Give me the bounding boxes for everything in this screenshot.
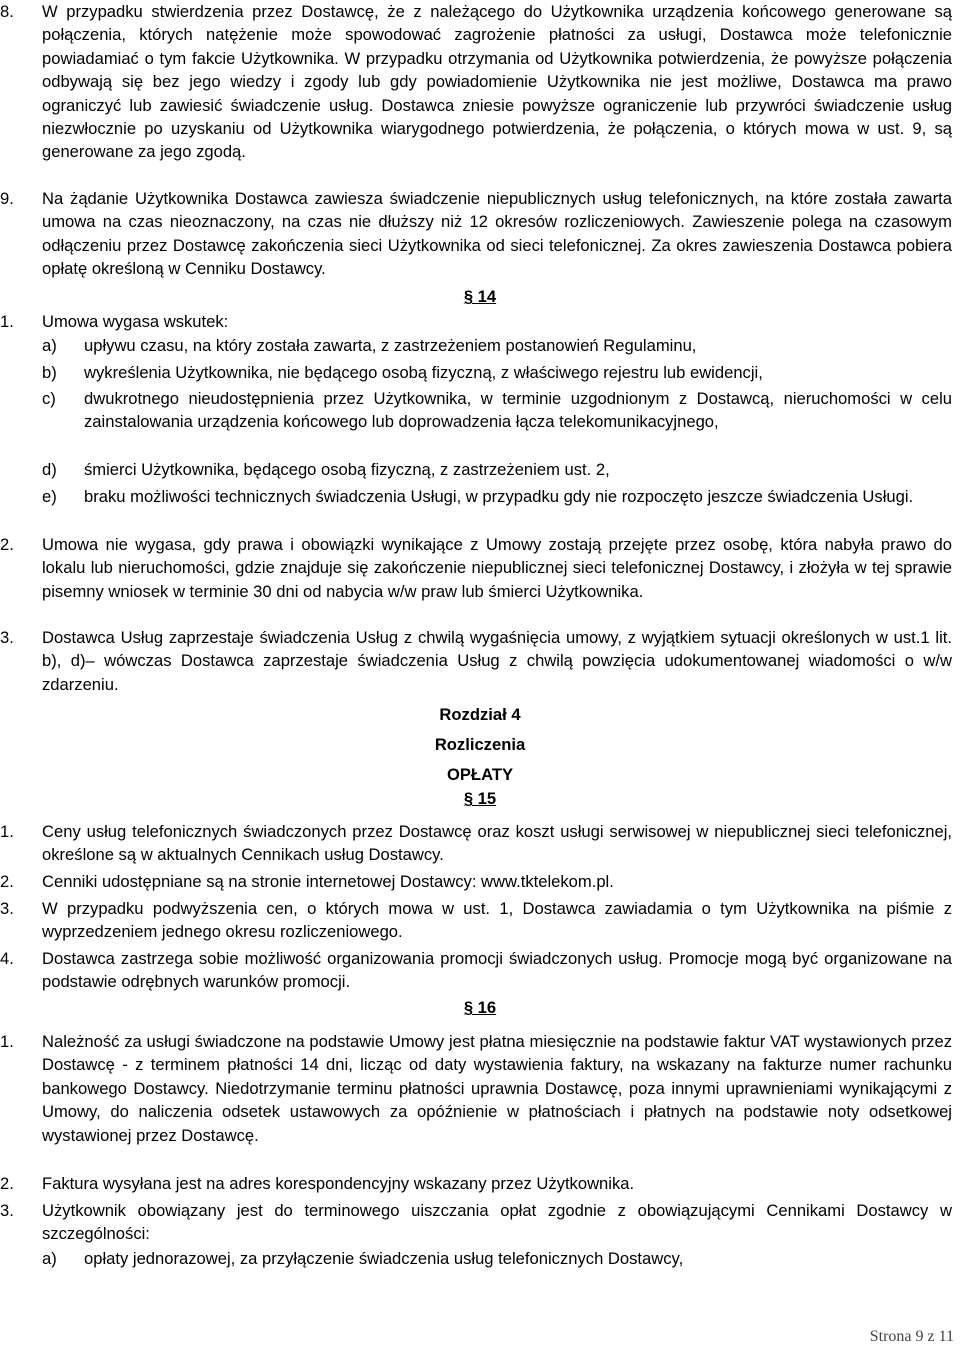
item-number: 1.	[0, 822, 14, 841]
item-number: 3.	[0, 628, 14, 647]
sub-text: dwukrotnego nieudostępnienia przez Użytkownika, w terminie uzgodnionym z Dostawcą, nieruchomości w celu zainstalowania urządzenia końcowego lub doprowadzenia łącza telekomunikacyjnego,	[84, 389, 952, 432]
item-8	[0, 0, 956, 164]
s14-sub-a	[0, 334, 956, 357]
item-number: 2.	[0, 1174, 14, 1193]
page-footer: Strona 9 z 11	[869, 1327, 954, 1345]
sub-letter: e)	[42, 487, 57, 506]
sub-letter: d)	[42, 460, 57, 479]
subchapter-title: OPŁATY	[446, 765, 514, 784]
s14-sub-d	[0, 458, 956, 481]
s14-item-1	[0, 310, 956, 333]
s16-sub-a	[0, 1247, 956, 1270]
s14-sub-c	[0, 387, 956, 434]
sub-text: upływu czasu, na który została zawarta, z zastrzeżeniem postanowień Regulaminu,	[84, 336, 697, 355]
s16-item-1	[0, 1030, 956, 1147]
s15-item-3	[0, 897, 956, 944]
item-text: Ceny usług telefonicznych świadczonych przez Dostawcę oraz koszt usługi serwisowej w niepublicznej sieci telefonicznej, określone są w aktualnych Cennikach usług Dostawcy.	[42, 822, 952, 865]
sub-letter: c)	[42, 389, 56, 408]
s14-item-2	[0, 533, 956, 603]
s15-item-2	[0, 870, 956, 893]
s14-sub-b	[0, 361, 956, 384]
chapter-title: Rozliczenia	[434, 735, 526, 754]
s15-item-4	[0, 947, 956, 994]
section-heading-14: § 14	[463, 287, 497, 306]
item-text: Umowa nie wygasa, gdy prawa i obowiązki wynikające z Umowy zostają przejęte przez osobę, która nabyła prawo do lokalu lub nieruchomości, gdzie znajduje się zakończenie niepublicznej sieci telefonicznej Dostawcy, i złożyła w tej sprawie pisemny wniosek w terminie 30 dni od nabycia w/w praw lub śmierci Użytkownika.	[42, 535, 952, 601]
item-text: Na żądanie Użytkownika Dostawca zawiesza świadczenie niepublicznych usług telefonicznych, na które została zawarta umowa na czas nieoznaczony, na czas nie dłuższy niż 12 okresów rozliczeniowych. Zawieszenie polega na czasowym odłączeniu przez Dostawcę zakończenia sieci Użytkownika od sieci telefonicznej. Za okres zawieszenia Dostawca pobiera opłatę określoną w Cenniku Dostawcy.	[42, 189, 952, 279]
item-text: Dostawca Usług zaprzestaje świadczenia Usług z chwilą wygaśnięcia umowy, z wyjątkiem sytuacji określonych w ust.1 lit. b), d)– wówczas Dostawca zaprzestaje świadczenia Usług z chwilą powzięcia udokumentowanej wiadomości o w/w zdarzeniu.	[42, 628, 952, 694]
s14-item-3	[0, 626, 956, 696]
sub-text: śmierci Użytkownika, będącego osobą fizyczną, z zastrzeżeniem ust. 2,	[84, 460, 610, 479]
section-heading-15: § 15	[463, 789, 497, 808]
item-text: Umowa wygasa wskutek:	[42, 312, 229, 331]
item-text: Faktura wysyłana jest na adres korespondencyjny wskazany przez Użytkownika.	[42, 1174, 635, 1193]
item-number: 1.	[0, 1032, 14, 1051]
s15-item-1	[0, 820, 956, 867]
sub-letter: a)	[42, 1249, 57, 1268]
item-text: Cenniki udostępniane są na stronie internetowej Dostawcy: www.tktelekom.pl.	[42, 872, 614, 891]
item-text: Użytkownik obowiązany jest do terminowego uiszczania opłat zgodnie z obowiązującymi Cennikami Dostawcy w szczególności:	[42, 1201, 952, 1244]
item-number: 9.	[0, 189, 14, 208]
item-number: 3.	[0, 1201, 14, 1220]
sub-text: braku możliwości technicznych świadczenia Usługi, w przypadku gdy nie rozpoczęto jeszcze świadczenia Usługi.	[84, 487, 914, 506]
item-text: Należność za usługi świadczone na podstawie Umowy jest płatna miesięcznie na podstawie faktur VAT wystawionych przez Dostawcę - z terminem płatności 14 dni, licząc od daty wystawienia faktury, na wskazany na fakturze numer rachunku bankowego Dostawcy. Niedotrzymanie terminu płatności uprawnia Dostawcę, poza innymi uprawnieniami wynikającymi z Umowy, do naliczenia odsetek ustawowych za opóźnienie w płatnościach i płatnych na podstawie noty odsetkowej wystawionej przez Dostawcę.	[42, 1032, 952, 1145]
sub-text: wykreślenia Użytkownika, nie będącego osobą fizyczną, z właściwego rejestru lub ewidencji,	[84, 363, 763, 382]
item-number: 4.	[0, 949, 14, 968]
sub-letter: a)	[42, 336, 57, 355]
chapter-heading: Rozdział 4	[439, 705, 521, 724]
item-number: 2.	[0, 872, 14, 891]
item-text: W przypadku stwierdzenia przez Dostawcę, że z należącego do Użytkownika urządzenia końcowego generowane są połączenia, których natężenie może spowodować zagrożenie płatności za usługi, Dostawca może telefonicznie powiadamiać o tym fakcie Użytkownika. W przypadku otrzymania od Użytkownika potwierdzenia, że powyższe połączenia odbywają się bez jego wiedzy i zgody lub gdy powiadomienie Użytkownika nie jest możliwe, Dostawca ma prawo ograniczyć lub zawiesić świadczenie usług. Dostawca zniesie powyższe ograniczenie lub przywróci świadczenie usług niezwłocznie po uzyskaniu od Użytkownika wiarygodnego potwierdzenia, że połączenia, o których mowa w ust. 9, są generowane za jego zgodą.	[42, 2, 952, 162]
item-number: 1.	[0, 312, 14, 331]
section-heading-16: § 16	[463, 998, 497, 1017]
item-number: 3.	[0, 899, 14, 918]
item-text: Dostawca zastrzega sobie możliwość organizowania promocji świadczonych usług. Promocje mogą być organizowane na podstawie odrębnych warunków promocji.	[42, 949, 952, 992]
item-text: W przypadku podwyższenia cen, o których mowa w ust. 1, Dostawca zawiadamia o tym Użytkownika na piśmie z wyprzedzeniem jednego okresu rozliczeniowego.	[42, 899, 952, 942]
s14-sub-e	[0, 485, 956, 508]
sub-text: opłaty jednorazowej, za przyłączenie świadczenia usług telefonicznych Dostawcy,	[84, 1249, 684, 1268]
item-number: 2.	[0, 535, 14, 554]
s16-item-2	[0, 1172, 956, 1195]
sub-letter: b)	[42, 363, 57, 382]
s16-item-3	[0, 1199, 956, 1246]
item-number: 8.	[0, 2, 14, 21]
item-9	[0, 187, 956, 281]
